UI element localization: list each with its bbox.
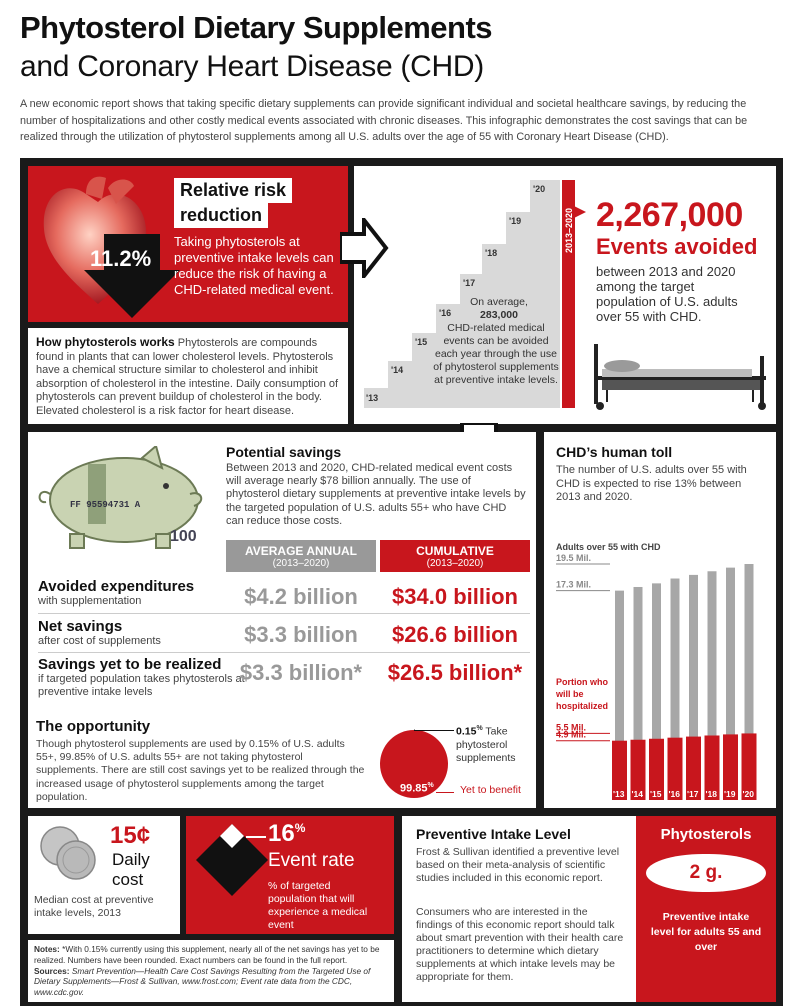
notes-label: Notes: <box>34 944 60 954</box>
rate-text: % of targeted population that will experience a medical event <box>268 880 368 931</box>
row-net-label: Net savings <box>38 618 123 635</box>
events-big-number: 2,267,000 <box>596 196 743 234</box>
row-net-cumulative: $26.6 billion <box>392 622 518 647</box>
rate-pct-symbol: % <box>294 821 306 835</box>
opportunity-text: Though phytosterol supplements are used by 0.15% of U.S. adults 55+, 99.85% of U.S. adults 55+ are not taking phytosterol supplements. There are still cost savings yet to be realized through the increased usage of phytosterol supplements among the target population. <box>36 738 365 803</box>
rate-panel <box>186 816 394 934</box>
rate-label: Event rate <box>268 850 355 871</box>
bar-year-label: '13 <box>613 789 625 799</box>
savings-panel <box>28 432 536 808</box>
bill-denomination: 100 <box>170 528 197 545</box>
phyto-heading: Phytosterols <box>660 826 752 843</box>
year-label-14: '14 <box>391 365 404 375</box>
pie-benefit-symbol: % <box>427 782 434 789</box>
pie-take-text: Take phytosterol supplements <box>456 725 516 764</box>
col-cumulative-title: CUMULATIVE <box>416 544 494 558</box>
chart-title: Adults over 55 with CHD <box>556 542 661 552</box>
col-cumulative-header <box>380 540 530 572</box>
pie-leader-line <box>436 792 454 793</box>
pie-leader-line <box>414 730 454 731</box>
pie-benefit-label: Yet to benefit <box>460 784 521 796</box>
notes-text: *With 0.15% currently using this supplement, nearly all of the net savings has yet to be realized. Numbers have been rounded. Exact numbers can be found in the full report. <box>34 944 380 965</box>
year-label-17: '17 <box>463 278 476 288</box>
preventive-text1: Frost & Sullivan identified a preventive level based on their meta-analysis of scientific studies included in this economic report. <box>416 846 620 884</box>
opportunity-heading: The opportunity <box>36 718 151 735</box>
row-yet-average: $3.3 billion* <box>239 660 363 685</box>
row-yet-cumulative: $26.5 billion* <box>387 660 523 685</box>
row-net-average: $3.3 billion <box>244 622 358 647</box>
risk-heading-2: reduction <box>174 203 268 228</box>
row-divider <box>38 613 530 614</box>
toll-panel <box>544 432 776 808</box>
row-avoided-cumulative: $34.0 billion <box>392 584 518 609</box>
row-divider <box>38 652 530 653</box>
diamond-icon <box>194 822 270 898</box>
page-subtitle: and Coronary Heart Disease (CHD) <box>20 50 484 83</box>
row-yet-label: Savings yet to be realized <box>38 656 222 673</box>
year-label-13: '13 <box>366 393 379 403</box>
bar-year-label: '15 <box>650 789 662 799</box>
sources-label: Sources: <box>34 965 70 976</box>
how-heading: How phytosterols works <box>36 335 175 349</box>
rate-leader-line <box>246 836 266 838</box>
daily-panel <box>28 816 180 934</box>
row-yet-sub: if targeted population takes phytosterols at preventive intake levels <box>38 673 245 698</box>
year-label-16: '16 <box>439 308 452 318</box>
row-avoided-label: Avoided expenditures <box>38 578 195 595</box>
row-yet <box>38 656 248 699</box>
bar-year-label: '17 <box>687 789 699 799</box>
bar-year-label: '18 <box>705 789 717 799</box>
toll-text: The number of U.S. adults over 55 with CHD is expected to rise 13% between 2013 and 2020. <box>556 464 747 503</box>
how-panel <box>28 328 348 424</box>
phyto-text: Preventive intake level for adults 55 and over <box>650 911 762 953</box>
phyto-dose: 2 g. <box>646 854 766 892</box>
events-average-text: CHD-related medical events can be avoided each year through the use of phytosterol supplements at preventive intake levels. <box>433 322 559 386</box>
sources-text: Smart Prevention—Health Care Cost Savings Resulting from the Targeted Use of Dietary Supplements—Frost & Sullivan, www.frost.com; Event rate data from the CDC, www.cdc.gov. <box>34 965 371 998</box>
risk-text: Taking phytosterols at preventive intake levels can reduce the risk of having a CHD-related medical event. <box>174 234 334 297</box>
row-net-sub: after cost of supplements <box>38 635 161 647</box>
pie-take-label <box>456 722 536 765</box>
col-average-header <box>226 540 376 572</box>
pie-benefit-pct <box>400 782 434 795</box>
bill-serial: FF 95594731 A <box>70 500 141 510</box>
pie-take-value: 0.15 <box>456 725 477 738</box>
events-average-value: 283,000 <box>480 309 518 321</box>
chart-value-label: 17.3 Mil. <box>556 579 592 590</box>
row-avoided-average: $4.2 billion <box>244 584 358 609</box>
daily-line2: cost <box>112 870 144 889</box>
pie-benefit-value: 99.85 <box>400 782 428 795</box>
intro-text: A new economic report shows that taking specific dietary supplements can provide significant individual and societal healthcare savings, by reducing the number of hospitalizations and other costly medical events associated with chronic diseases. This infographic demonstrates the cost savings that can be realized through the utilization of phytosterol supplements among all U.S. adults over the age of 55 with Coronary Heart Disease (CHD). <box>20 98 748 143</box>
preventive-heading: Preventive Intake Level <box>416 826 571 842</box>
chart-value-label: 5.5 Mil. <box>556 722 587 733</box>
year-label-18: '18 <box>485 248 498 258</box>
risk-heading-1: Relative risk <box>174 178 292 203</box>
daily-text: Median cost at preventive intake levels, 2013 <box>34 894 154 919</box>
col-cumulative-range: (2013–2020) <box>426 558 484 569</box>
how-text: Phytosterols are compounds found in plants that can lower cholesterol levels. Phytosterols have a chemical structure similar to cholesterol and inhibit absorption of cholesterol in the intestine. Daily consumption of phytosterols can prevent buildup of cholesterol in the body. Elevated cholesterol is a risk factor for heart disease. <box>36 337 339 417</box>
events-desc: between 2013 and 2020 among the target population of U.S. adults over 55 with CHD. <box>596 264 738 324</box>
year-label-19: '19 <box>509 216 522 226</box>
row-avoided-sub: with supplementation <box>38 595 142 607</box>
pie-take-symbol: % <box>476 725 483 732</box>
year-label-15: '15 <box>415 337 428 347</box>
year-label-20: '20 <box>533 184 546 194</box>
coin-icon <box>36 824 100 882</box>
page-title: Phytosterol Dietary Supplements <box>20 10 493 45</box>
daily-line1: Daily <box>112 850 150 869</box>
events-big-label: Events avoided <box>596 234 758 259</box>
bar-year-label: '14 <box>631 789 643 799</box>
timeline-range: 2013–2020 <box>564 207 574 253</box>
rate-pct-value: 16 <box>268 820 295 847</box>
events-average-note <box>444 296 554 322</box>
timeline-arrow <box>574 206 594 218</box>
savings-heading: Potential savings <box>226 444 342 460</box>
risk-panel <box>28 166 348 322</box>
risk-percent: 11.2% <box>90 246 152 271</box>
right-arrow-icon <box>340 218 390 278</box>
col-average-title: AVERAGE ANNUAL <box>244 544 357 558</box>
preventive-text2: Consumers who are interested in the findings of this economic report should talk about smart prevention with their health care practitioners to determine which dietary supplements at which intake levels may be appropriate for them. <box>416 906 624 983</box>
col-average-range: (2013–2020) <box>272 558 330 569</box>
row-net <box>38 618 161 648</box>
chart-value-label: 4.9 Mil. <box>556 729 587 740</box>
events-average-intro: On average, <box>470 296 528 308</box>
row-avoided <box>38 578 194 608</box>
bar-year-label: '19 <box>724 789 736 799</box>
daily-price: 15¢ <box>110 822 151 849</box>
hosp-label: Portion who will be hospitalized <box>556 677 609 711</box>
preventive-panel <box>402 816 638 1002</box>
events-panel <box>354 166 776 424</box>
savings-text: Between 2013 and 2020, CHD-related medical event costs will average nearly $78 billion annually. The use of phytosterol dietary supplements at preventive intake levels by the targeted population of U.S. adults 55+ who have CHD can reduce those costs. <box>226 462 526 527</box>
bar-year-label: '20 <box>742 789 754 799</box>
bar-year-label: '16 <box>668 789 680 799</box>
bed-icon <box>592 342 770 412</box>
phyto-panel <box>636 816 776 1002</box>
toll-heading: CHD’s human toll <box>556 444 673 460</box>
chart-value-label: 19.5 Mil. <box>556 553 592 563</box>
rate-pct <box>268 820 305 848</box>
notes-panel <box>28 940 394 1002</box>
